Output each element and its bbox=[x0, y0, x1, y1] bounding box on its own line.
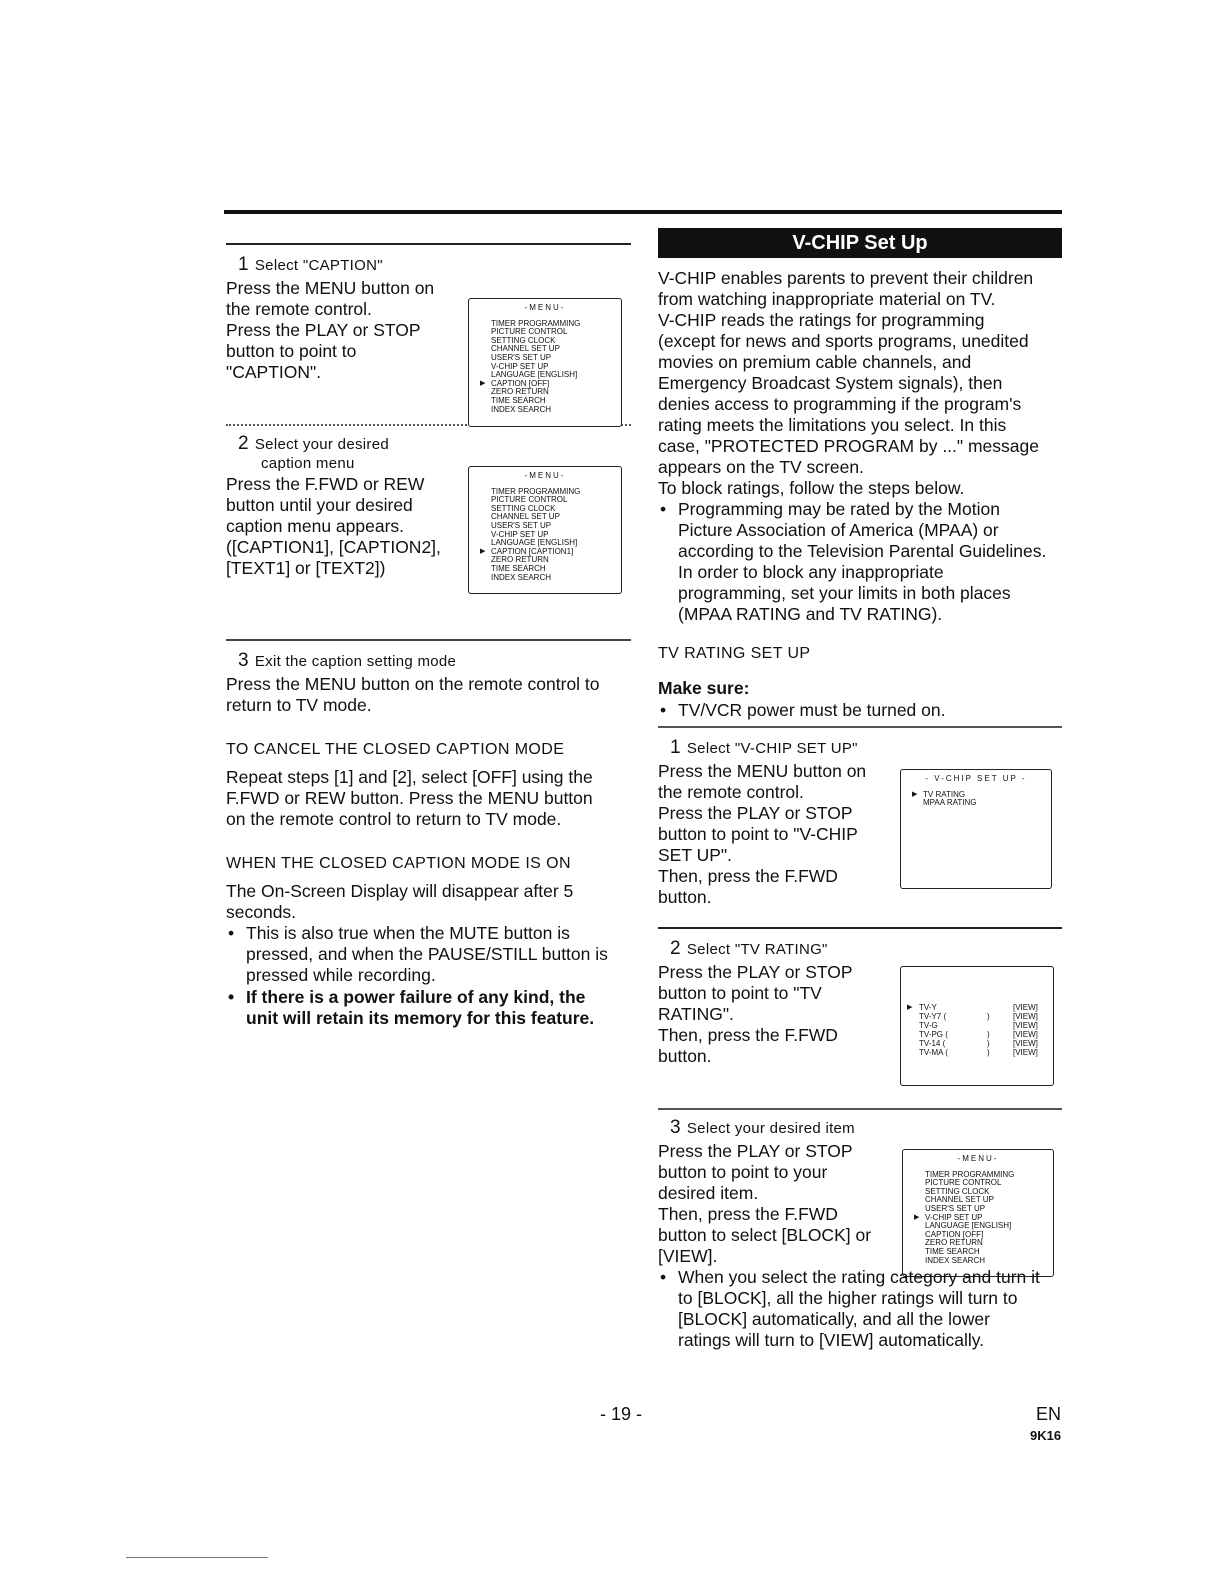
step-heading bbox=[670, 737, 1062, 759]
right-column bbox=[658, 228, 1062, 1351]
step-number: 3 bbox=[238, 650, 249, 671]
text-line: (MPAA RATING and TV RATING). bbox=[678, 604, 943, 624]
rating-value: [VIEW] bbox=[1013, 1048, 1038, 1057]
menu-item: SETTING CLOCK bbox=[925, 1186, 990, 1196]
menu-item: INDEX SEARCH bbox=[491, 404, 552, 414]
menu-item-selected: ▶ V-CHIP SET UP bbox=[903, 1214, 1053, 1223]
rating-code: TV-PG ( bbox=[919, 1030, 948, 1039]
vchip-step-2 bbox=[658, 938, 1062, 1108]
step-instructions bbox=[226, 474, 466, 579]
section-text bbox=[226, 767, 631, 830]
step-title: Select "CAPTION" bbox=[254, 257, 383, 274]
menu-title: -MENU- bbox=[957, 1154, 999, 1163]
rating-code: TV-14 ( bbox=[919, 1039, 946, 1048]
rating-value: [VIEW] bbox=[1013, 1021, 1038, 1030]
section-title-bar: V-CHIP Set Up bbox=[658, 228, 1062, 258]
rating-row bbox=[901, 1048, 1051, 1057]
step-number: 2 bbox=[670, 938, 681, 959]
text-line: Press the MENU button on the remote control to bbox=[226, 674, 600, 694]
step-instructions bbox=[658, 761, 898, 908]
text-line: Press the PLAY or STOP bbox=[658, 962, 853, 982]
menu-item: SETTING CLOCK bbox=[491, 335, 556, 345]
text-line: • This is also true when the MUTE button is bbox=[246, 923, 570, 943]
section-heading: TV RATING SET UP bbox=[658, 645, 811, 662]
text-line: (except for news and sports programs, unedited bbox=[658, 331, 1029, 351]
language-code: EN bbox=[1036, 1404, 1062, 1424]
text-line: [VIEW]. bbox=[658, 1246, 718, 1266]
text-line: case, "PROTECTED PROGRAM by ..." message bbox=[658, 436, 1039, 456]
rating-list bbox=[901, 1003, 1051, 1057]
rating-row bbox=[901, 1012, 1051, 1021]
text-line: button until your desired bbox=[226, 495, 413, 515]
text-line: desired item. bbox=[658, 1183, 759, 1203]
text-line: The On-Screen Display will disappear after 5 bbox=[226, 881, 574, 901]
rating-code: TV-G bbox=[919, 1021, 938, 1030]
menu-item: CAPTION [OFF] bbox=[925, 1229, 984, 1239]
menu-item: ZERO RETURN bbox=[491, 387, 549, 397]
rating-value: [VIEW] bbox=[1013, 1039, 1038, 1048]
menu-screen-caption bbox=[468, 298, 622, 427]
menu-item: USER'S SET UP bbox=[491, 520, 552, 530]
text-line: Repeat steps [1] and [2], select [OFF] using the bbox=[226, 767, 593, 787]
caption-on-section bbox=[226, 855, 631, 1029]
text-line: pressed while recording. bbox=[246, 965, 436, 985]
menu-item: V-CHIP SET UP bbox=[491, 361, 549, 371]
text-line: Then, press the F.FWD bbox=[658, 866, 838, 886]
menu-item: PICTURE CONTROL bbox=[491, 327, 568, 337]
text-line: ([CAPTION1], [CAPTION2], bbox=[226, 537, 441, 557]
make-sure-label: Make sure: bbox=[658, 678, 750, 698]
text-line: SET UP". bbox=[658, 845, 732, 865]
step-heading bbox=[238, 650, 631, 672]
menu-item: ZERO RETURN bbox=[925, 1238, 983, 1248]
menu-item-selected: ▶ CAPTION [OFF] bbox=[469, 380, 621, 389]
menu-item: PICTURE CONTROL bbox=[925, 1178, 1002, 1188]
text-line: "CAPTION". bbox=[226, 362, 322, 382]
text-line: caption menu appears. bbox=[226, 516, 405, 536]
text-line: Press the PLAY or STOP bbox=[658, 1141, 853, 1161]
menu-screen-vchip bbox=[900, 769, 1052, 889]
text-line: Then, press the F.FWD bbox=[658, 1204, 838, 1224]
footer-line bbox=[126, 1557, 268, 1558]
menu-item: TIME SEARCH bbox=[491, 395, 546, 405]
caption-step-1 bbox=[226, 254, 631, 414]
text-line: ratings will turn to [VIEW] automatically. bbox=[678, 1330, 985, 1350]
rating-paren: ) bbox=[987, 1012, 990, 1021]
top-rule bbox=[224, 210, 1062, 214]
text-line: rating meets the limitations you select. In this bbox=[658, 415, 1007, 435]
section-text bbox=[226, 881, 631, 923]
step-number: 3 bbox=[670, 1117, 681, 1138]
left-column bbox=[226, 228, 631, 1029]
menu-item: LANGUAGE [ENGLISH] bbox=[491, 370, 578, 380]
menu-item: LANGUAGE [ENGLISH] bbox=[491, 538, 578, 548]
rating-paren: ) bbox=[987, 1048, 990, 1057]
cancel-section bbox=[226, 741, 631, 830]
step-instructions bbox=[226, 674, 631, 716]
menu-item: INDEX SEARCH bbox=[925, 1255, 986, 1265]
bullet-item bbox=[658, 700, 1062, 721]
step-title: Exit the caption setting mode bbox=[254, 653, 457, 670]
menu-item-selected: ▶ CAPTION [CAPTION1] bbox=[469, 548, 621, 557]
rating-row bbox=[901, 1039, 1051, 1048]
menu-item: SETTING CLOCK bbox=[491, 503, 556, 513]
menu-item: TIME SEARCH bbox=[491, 563, 546, 573]
rating-code: TV-MA ( bbox=[919, 1048, 948, 1057]
menu-item: LANGUAGE [ENGLISH] bbox=[925, 1221, 1012, 1231]
step-title-cont: caption menu bbox=[261, 455, 355, 472]
menu-screen-select-item bbox=[902, 1149, 1054, 1277]
menu-item: TIME SEARCH bbox=[925, 1246, 980, 1256]
rating-row bbox=[901, 1003, 1051, 1012]
text-line: Press the MENU button on bbox=[658, 761, 867, 781]
menu-item-selected: ▶ TV RATING bbox=[901, 791, 1051, 800]
rating-code: ▶ TV-Y bbox=[919, 1003, 937, 1012]
text-line: V-CHIP enables parents to prevent their children bbox=[658, 268, 1034, 288]
section-divider bbox=[658, 927, 1062, 929]
text-line: button to select [BLOCK] or bbox=[658, 1225, 872, 1245]
rating-row bbox=[901, 1021, 1051, 1030]
section-divider bbox=[226, 243, 631, 245]
text-line: Picture Association of America (MPAA) or bbox=[678, 520, 999, 540]
rating-value: [VIEW] bbox=[1013, 1012, 1038, 1021]
menu-item: TIMER PROGRAMMING bbox=[925, 1169, 1015, 1179]
model-code: 9K16 bbox=[1030, 1428, 1062, 1443]
menu-item: TIMER PROGRAMMING bbox=[491, 486, 581, 496]
rating-paren: ) bbox=[987, 1030, 990, 1039]
text-line: Press the MENU button on bbox=[226, 278, 435, 298]
step-title: Select "V-CHIP SET UP" bbox=[686, 740, 858, 757]
menu-title: -MENU- bbox=[524, 303, 566, 312]
menu-item: V-CHIP SET UP bbox=[491, 529, 549, 539]
text-line: the remote control. bbox=[226, 299, 372, 319]
text-line: button to point to bbox=[226, 341, 357, 361]
vchip-intro bbox=[658, 268, 1062, 499]
caption-step-3 bbox=[226, 650, 631, 716]
text-line: button. bbox=[658, 1046, 712, 1066]
bullet-item bbox=[226, 923, 631, 986]
text-line: programming, set your limits in both places bbox=[678, 583, 1011, 603]
bullet-item-important bbox=[226, 987, 631, 1029]
text-line: • Programming may be rated by the Motion bbox=[678, 499, 1000, 519]
text-line: button to point to "V-CHIP bbox=[658, 824, 858, 844]
step-instructions bbox=[658, 962, 898, 1067]
step-title: Select your desired bbox=[254, 436, 389, 453]
text-line: unit will retain its memory for this feature. bbox=[246, 1008, 595, 1028]
text-line: Press the PLAY or STOP bbox=[226, 320, 421, 340]
section-divider bbox=[658, 1108, 1062, 1110]
text-line: pressed, and when the PAUSE/STILL button is bbox=[246, 944, 608, 964]
rating-row bbox=[901, 1030, 1051, 1039]
menu-item: USER'S SET UP bbox=[925, 1203, 986, 1213]
text-line: Press the F.FWD or REW bbox=[226, 474, 425, 494]
text-line: To block ratings, follow the steps below. bbox=[658, 478, 965, 498]
step-number: 1 bbox=[670, 737, 681, 758]
text-line: seconds. bbox=[226, 902, 297, 922]
step-number: 2 bbox=[238, 433, 249, 454]
rating-value: [VIEW] bbox=[1013, 1030, 1038, 1039]
text-line: V-CHIP reads the ratings for programming bbox=[658, 310, 985, 330]
text-line: • TV/VCR power must be turned on. bbox=[678, 700, 946, 720]
section-heading: WHEN THE CLOSED CAPTION MODE IS ON bbox=[226, 855, 571, 872]
page-number: - 19 - bbox=[600, 1404, 643, 1424]
step-heading bbox=[238, 254, 631, 276]
rating-code: TV-Y7 ( bbox=[919, 1012, 947, 1021]
text-line: Press the PLAY or STOP bbox=[658, 803, 853, 823]
section-divider bbox=[226, 639, 631, 641]
text-line: return to TV mode. bbox=[226, 695, 372, 715]
text-line: according to the Television Parental Guidelines. bbox=[678, 541, 1047, 561]
text-line: the remote control. bbox=[658, 782, 804, 802]
text-line: appears on the TV screen. bbox=[658, 457, 864, 477]
text-line: Then, press the F.FWD bbox=[658, 1025, 838, 1045]
text-line: • If there is a power failure of any kind, the bbox=[246, 987, 586, 1007]
step-heading bbox=[670, 938, 1062, 960]
text-line: In order to block any inappropriate bbox=[678, 562, 944, 582]
text-line: from watching inappropriate material on TV. bbox=[658, 289, 996, 309]
step-heading bbox=[670, 1117, 1062, 1139]
menu-title: - V-CHIP SET UP - bbox=[925, 774, 1027, 783]
menu-item: TIMER PROGRAMMING bbox=[491, 318, 581, 328]
text-line: button to point to your bbox=[658, 1162, 828, 1182]
section-divider bbox=[658, 726, 1062, 728]
menu-item: MPAA RATING bbox=[923, 798, 977, 808]
text-line: [TEXT1] or [TEXT2]) bbox=[226, 558, 386, 578]
section-heading: TO CANCEL THE CLOSED CAPTION MODE bbox=[226, 741, 565, 758]
menu-item: CHANNEL SET UP bbox=[491, 344, 560, 354]
text-line: denies access to programming if the program's bbox=[658, 394, 1022, 414]
step-title: Select your desired item bbox=[686, 1120, 855, 1137]
text-line: to [BLOCK], all the higher ratings will turn to bbox=[678, 1288, 1018, 1308]
text-line: RATING". bbox=[658, 1004, 734, 1024]
menu-title: -MENU- bbox=[524, 471, 566, 480]
text-line: on the remote control to return to TV mode. bbox=[226, 809, 562, 829]
menu-item: CHANNEL SET UP bbox=[925, 1195, 994, 1205]
menu-item: INDEX SEARCH bbox=[491, 572, 552, 582]
step-instructions bbox=[658, 1141, 898, 1267]
vchip-step-1 bbox=[658, 737, 1062, 927]
text-line: button. bbox=[658, 887, 712, 907]
bullet-item bbox=[658, 1267, 1062, 1351]
step-number: 1 bbox=[238, 254, 249, 275]
rating-value: [VIEW] bbox=[1013, 1003, 1038, 1012]
caption-step-2 bbox=[226, 434, 631, 634]
rating-paren: ) bbox=[987, 1039, 990, 1048]
menu-screen-tv-rating bbox=[900, 966, 1054, 1086]
step-title: Select "TV RATING" bbox=[686, 941, 828, 958]
text-line: Emergency Broadcast System signals), then bbox=[658, 373, 1003, 393]
bullet-item bbox=[658, 499, 1062, 625]
step-instructions bbox=[226, 278, 466, 383]
menu-item: PICTURE CONTROL bbox=[491, 495, 568, 505]
text-line: [BLOCK] automatically, and all the lower bbox=[678, 1309, 990, 1329]
text-line: button to point to "TV bbox=[658, 983, 822, 1003]
text-line: movies on premium cable channels, and bbox=[658, 352, 972, 372]
menu-item: CHANNEL SET UP bbox=[491, 512, 560, 522]
text-line: • When you select the rating category and turn it bbox=[678, 1267, 1040, 1287]
text-line: F.FWD or REW button. Press the MENU button bbox=[226, 788, 593, 808]
vchip-step-3 bbox=[658, 1117, 1062, 1267]
menu-item: ZERO RETURN bbox=[491, 555, 549, 565]
menu-screen-caption-select bbox=[468, 466, 622, 594]
menu-item: USER'S SET UP bbox=[491, 352, 552, 362]
